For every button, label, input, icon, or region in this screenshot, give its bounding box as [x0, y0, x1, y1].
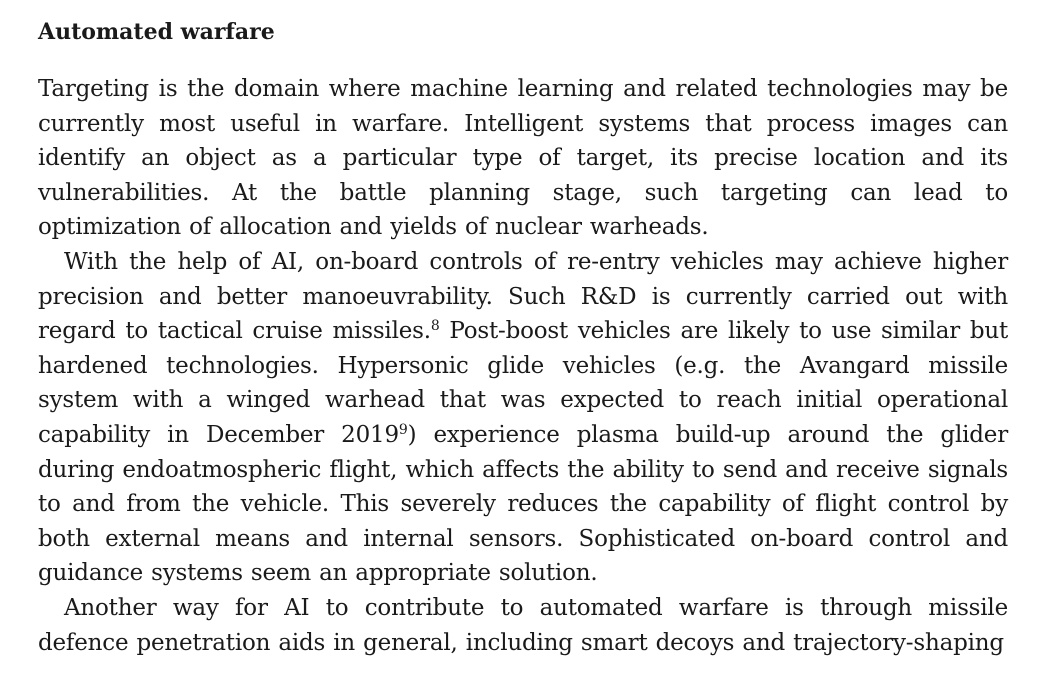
- paragraph-text-segment: With the help of AI, on-board controls of re-entry vehicles may achieve higher precision and better manoeuvrability. Such R&D is currently carried out with regard to tactical cruise missiles.: [38, 248, 1008, 345]
- paragraph-text-segment: Post-boost vehicles are likely to use similar but hardened technologies. Hypersonic glide vehicles (e.g. the Avangard missile system with a winged warhead that was expected to reach initial operational capability in December 2019: [38, 318, 1008, 448]
- paragraph-penetration-aids: Another way for AI to contribute to automated warfare is through missile defence penetration aids in general, including smart decoys and trajectory-shaping: [38, 594, 1008, 656]
- footnote-marker[interactable]: 8: [430, 318, 440, 335]
- section-heading: Automated warfare: [38, 19, 275, 45]
- document-page: [38, 14, 1008, 660]
- paragraph-targeting: Targeting is the domain where machine learning and related technologies may be currently most useful in warfare. Intelligent systems that process images can identify an object as a particular type of target, its precise location and its vulnerabilities. At the battle planning stage, such targeting can lead to optimization of allocation and yields of nuclear warheads.: [38, 76, 1008, 241]
- footnote-marker[interactable]: 9: [398, 421, 408, 438]
- paragraph-text-segment: ) experience plasma build-up around the glider during endoatmospheric flight, which affects the ability to send and receive signals to and from the vehicle. This severely reduces the capability of flight control by both external means and internal sensors. Sophisticated on-board control and guidance systems seem an appropriate solution.: [38, 421, 1008, 587]
- paragraph-reentry-vehicles: [38, 245, 1008, 591]
